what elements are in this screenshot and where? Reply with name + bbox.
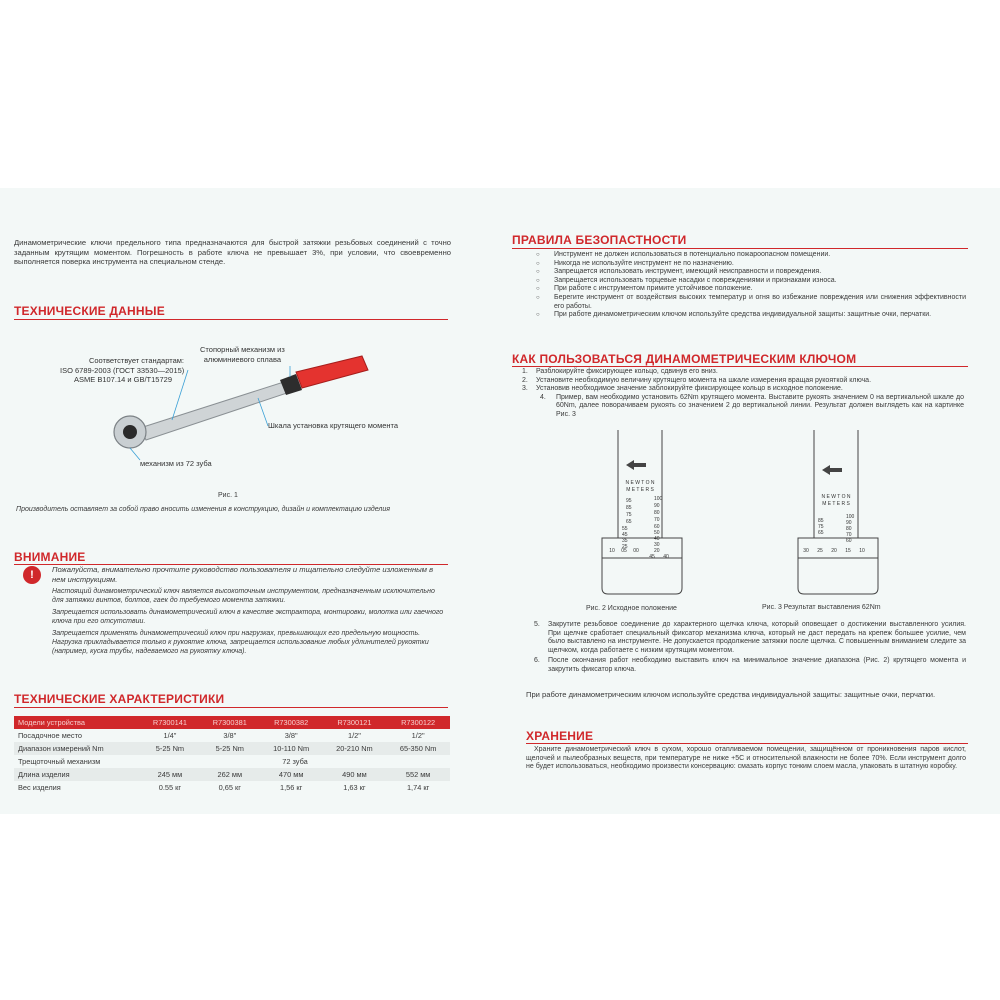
specs-row-ratchet	[14, 755, 450, 768]
specs-cell: Трещоточный механизм	[18, 757, 101, 766]
standards-line-2: ASME B107.14 и GB/T15729	[74, 375, 172, 384]
standards-title: Соответствует стандартам:	[88, 356, 184, 365]
safety-item: ○ Запрещается использовать торцевые насадки с повреждениями и признаками износа.	[536, 277, 966, 286]
intro-text: Динамометрические ключи предельного типа предназначаются для быстрой затяжки резьбовых соединений с точно заданным крутящим моментом. Погрешность в работе ключа не превышает 3%, при условии, что своевременно выполняется поверка инструмента на специальном стенде.	[14, 238, 451, 267]
specs-cell: 65-350 Nm	[386, 742, 450, 755]
fig2-left-tick: 85	[626, 505, 632, 511]
specs-cell: 245 мм	[140, 768, 200, 781]
specs-row-socket	[14, 729, 450, 742]
torque-wrench-illustration	[100, 350, 380, 470]
step-text: Закрутите резьбовое соединение до характерного щелчка ключа, который оповещает о достижении выставленного усилия. При щелчке сработает специальный фиксатор механизма ключа, который не даст передать на крепеж большее усилие, чем было выставлено на инструменте. Не допускается продолжение затяжки после щелчка. С повышенным вниманием следите за щелчком, когда работаете с низким крутящим моментом.	[548, 621, 966, 654]
specs-cell: 1/2"	[347, 731, 361, 740]
fig3-brand: N E W T O N	[821, 494, 851, 500]
howto-step	[518, 385, 964, 394]
fig2-scale-diagram	[596, 430, 696, 598]
specs-cell: Длина изделия	[14, 768, 140, 781]
howto-step	[530, 621, 966, 655]
specs-header-cell: R7300382	[260, 716, 323, 729]
specs-cell: 20-210 Nm	[323, 742, 387, 755]
fig2-right-tick: 60	[654, 524, 660, 530]
specs-cell: 1/4"	[163, 731, 177, 740]
specs-cell: Посадочное место	[18, 731, 82, 740]
fig3-left-tick: 75	[818, 524, 824, 530]
howto-step	[518, 394, 964, 420]
specs-header-cell: Модели устройства	[14, 716, 140, 729]
specs-header-cell: R7300141	[140, 716, 200, 729]
fig2-left-scale	[622, 498, 632, 550]
fig2-bottom-tick: 40	[663, 554, 669, 560]
fig2-right-scale	[654, 496, 663, 554]
howto-step	[518, 368, 964, 377]
fig2-right-tick: 80	[654, 510, 660, 516]
specs-cell: 5-25 Nm	[140, 742, 200, 755]
warning-title: ВНИМАНИЕ	[14, 550, 86, 564]
specs-cell: 10-110 Nm	[260, 742, 323, 755]
fig2-right-tick: 70	[654, 517, 660, 523]
specs-table	[14, 716, 450, 794]
safety-item: ○ Берегите инструмент от воздействия высоких температур и огня во избежание повреждения или снижения эффективности его работы.	[536, 294, 966, 311]
howto-step	[518, 377, 964, 386]
specs-cell: 3/8"	[284, 731, 298, 740]
fig2-left-tick: 25	[622, 544, 628, 550]
fig2-right-tick: 20	[654, 548, 660, 554]
fig3-bottom-tick: 30	[803, 548, 809, 554]
tech-data-title: ТЕХНИЧЕСКИЕ ДАННЫЕ	[14, 304, 165, 318]
safety-list	[536, 251, 966, 320]
warning-text	[52, 565, 448, 656]
specs-header-cell: R7300381	[200, 716, 260, 729]
howto-title: КАК ПОЛЬЗОВАТЬСЯ ДИНАМОМЕТРИЧЕСКИМ КЛЮЧОМ	[512, 352, 857, 366]
specs-row-range	[14, 742, 450, 755]
safety-title: ПРАВИЛА БЕЗОПАСТНОСТИ	[512, 233, 687, 247]
fig3-bottom-tick: 15	[845, 548, 851, 554]
warning-icon: !	[23, 566, 41, 584]
howto-step	[530, 657, 966, 674]
warning-p1: Пожалуйста, внимательно прочтите руководство пользователя и тщательно следуйте изложенным в нем инструкциям.	[52, 565, 434, 584]
fig3-caption: Рис. 3 Результат выставления 62Nm	[762, 604, 881, 611]
specs-header-cell: R7300122	[386, 716, 450, 729]
safety-item: ○ Никогда не используйте инструмент не по назначению.	[536, 260, 966, 269]
step-text: Установите необходимую величину крутящего момента на шкале измерения вращая рукояткой ключа.	[536, 376, 872, 384]
howto-steps-2	[530, 621, 966, 675]
warning-p4: Запрещается применять динамометрический ключ при нагрузках, превышающих его предельную мощность. Нагрузка прикладывается только к рукоятке ключа, запрещается использование любых удлинителей рукоятки (например, куска трубы, надеваемого на рукоятку ключа).	[52, 630, 429, 655]
fig2-left-tick: 55	[622, 526, 628, 532]
step-number: 1.	[522, 368, 528, 375]
specs-row-weight	[14, 781, 450, 794]
fig2-right-tick: 50	[654, 530, 660, 536]
fig3-right-tick: 80	[846, 526, 852, 532]
fig3-bottom-tick: 10	[859, 548, 865, 554]
step-text: После окончания работ необходимо выставить ключ на минимальное значение диапазона (Рис. 2) крутящего момента и закрутить фиксатор ключа.	[548, 657, 966, 673]
tech-data-rule	[14, 319, 448, 320]
fig3-left-tick: 65	[818, 530, 824, 536]
storage-text: Храните динамометрический ключ в сухом, хорошо отапливаемом помещении, защищённом от проникновения паров кислот, щелочей и пылеобразных веществ, при температуре не ниже +5С и относительной влажности не более 70%. Если инструмент долго не будет использоваться, необходимо произвести консервацию: смазать корпус тонким слоем масла, упаковать в штатную коробку.	[526, 746, 966, 771]
storage-title: ХРАНЕНИЕ	[526, 729, 594, 743]
fig2-right-tick: 30	[654, 542, 660, 548]
fig2-right-tick: 90	[654, 503, 660, 509]
step-number: 2.	[522, 376, 528, 384]
specs-cell: 1,56 кг	[279, 783, 303, 792]
fig2-left-tick: 45	[622, 532, 628, 538]
howto-rule	[512, 366, 968, 367]
lock-label-line-1: Стопорный механизм из	[200, 345, 285, 354]
warning-p2: Настоящий динамометрический ключ является высокоточным инструментом, предназначенным исключительно для затяжки винтов, болтов, гаек до требуемого момента затяжки.	[52, 588, 435, 604]
step-text: Разблокируйте фиксирующее кольцо, сдвинув его вниз.	[536, 368, 718, 375]
ratchet-leader	[130, 448, 140, 460]
ratchet-drive	[123, 425, 137, 439]
safety-item: ○ При работе динамометрическим ключом используйте средства индивидуальной защиты: защитные очки, перчатки.	[536, 311, 966, 320]
specs-cell: 0,65 кг	[218, 783, 241, 792]
fig2-unit: M E T E R S	[626, 487, 654, 493]
wrench-shaft	[140, 380, 296, 440]
step-text: Установив необходимое значение заблокируйте фиксирующее кольцо в исходное положение.	[536, 385, 843, 393]
fig2-right-tick: 100	[654, 496, 663, 502]
fig3-scale-diagram	[792, 430, 892, 598]
specs-header-cell: R7300121	[323, 716, 387, 729]
safety-item: ○ Инструмент не должен использоваться в потенциально пожароопасном помещении.	[536, 251, 966, 260]
fig2-caption: Рис. 2 Исходное положение	[586, 605, 677, 612]
specs-title: ТЕХНИЧЕСКИЕ ХАРАКТЕРИСТИКИ	[14, 692, 225, 706]
fig3-left-tick: 85	[818, 518, 824, 524]
fig3-right-scale	[846, 514, 855, 544]
fig2-left-tick: 35	[622, 538, 628, 544]
specs-cell: 1/2"	[411, 731, 425, 740]
red-handle	[296, 356, 368, 388]
fig3-bottom-tick: 20	[831, 548, 837, 554]
fig2-bottom-tick: 00	[633, 548, 639, 554]
step-text: Пример, вам необходимо установить 62Nm крутящего момента. Выставите рукоять значением 0 на вертикальной шкале до 60Nm, далее поворачиваем рукоять со значением 2 до вертикальной линии. Результат должен выглядеть как на картинке Рис. 3	[556, 393, 964, 418]
safety-item: ○ При работе с инструментом примите устойчивое положение.	[536, 285, 966, 294]
specs-cell: 3/8"	[223, 731, 237, 740]
specs-row-length	[14, 768, 450, 781]
specs-rule	[14, 707, 448, 708]
specs-cell: 1,63 кг	[343, 783, 366, 792]
storage-rule	[526, 743, 968, 744]
specs-cell: Диапазон измерений Nm	[14, 742, 140, 755]
specs-cell: 72 зуба	[282, 757, 308, 766]
specs-header-row	[14, 716, 450, 729]
specs-cell: 0.55 кг	[158, 783, 182, 792]
step-number: 4.	[540, 393, 546, 401]
specs-cell: 262 мм	[200, 768, 260, 781]
ppe-note: При работе динамометрическим ключом используйте средства индивидуальной защиты: защитные очки, перчатки.	[526, 690, 936, 699]
safety-item: ○ Запрещается использовать инструмент, имеющий неисправности и повреждения.	[536, 268, 966, 277]
fig3-left-scale	[818, 518, 824, 536]
fig3-unit: M E T E R S	[822, 501, 850, 507]
fig3-right-tick: 90	[846, 520, 852, 526]
specs-cell: 1,74 кг	[406, 783, 430, 792]
specs-cell: 552 мм	[386, 768, 450, 781]
scale-leader	[258, 398, 268, 426]
fig3-arrow-icon	[822, 465, 842, 475]
standards-leader	[172, 370, 188, 420]
ratchet-label: механизм из 72 зуба	[140, 459, 212, 468]
safety-rule	[512, 248, 968, 249]
fig3-right-tick: 100	[846, 514, 855, 520]
fig2-bottom-tick: 45	[649, 554, 655, 560]
step-number: 5.	[534, 621, 540, 628]
step-number: 3.	[522, 385, 528, 393]
fig3-right-tick: 70	[846, 532, 852, 538]
scale-label: Шкала установка крутящего момента	[268, 421, 399, 430]
standards-line-1: ISO 6789-2003 (ГОСТ 33530—2015)	[60, 365, 185, 375]
fig3-right-tick: 60	[846, 538, 852, 544]
fig2-left-tick: 65	[626, 519, 632, 525]
fig2-right-tick: 40	[654, 536, 660, 542]
fig2-brand: N E W T O N	[625, 480, 655, 486]
specs-cell: 470 мм	[260, 768, 323, 781]
disclaimer: Производитель оставляет за собой право вносить изменения в конструкцию, дизайн и комплектацию изделия	[16, 506, 390, 513]
specs-cell: 490 мм	[323, 768, 387, 781]
specs-cell: 5-25 Nm	[200, 742, 260, 755]
fig2-arrow-icon	[626, 460, 646, 470]
fig3-bottom-scale	[803, 548, 865, 554]
fig1-caption: Рис. 1	[218, 492, 238, 499]
fig2-left-tick: 75	[626, 512, 632, 518]
specs-cell: Вес изделия	[18, 783, 61, 792]
fig3-bottom-tick: 25	[817, 548, 823, 554]
fig2-bottom-tick: 10	[609, 548, 615, 554]
step-number: 6.	[534, 657, 540, 665]
fig2-left-tick: 95	[626, 498, 632, 504]
lock-label-line-2: алюминиевого сплава	[203, 354, 282, 364]
howto-steps	[518, 368, 964, 420]
fig2-bottom-tick: 05	[621, 548, 627, 554]
warning-p3: Запрещается использовать динамометрический ключ в качестве экстрактора, монтировки, молотка или гаечного ключа при его отсутствии.	[52, 609, 444, 625]
